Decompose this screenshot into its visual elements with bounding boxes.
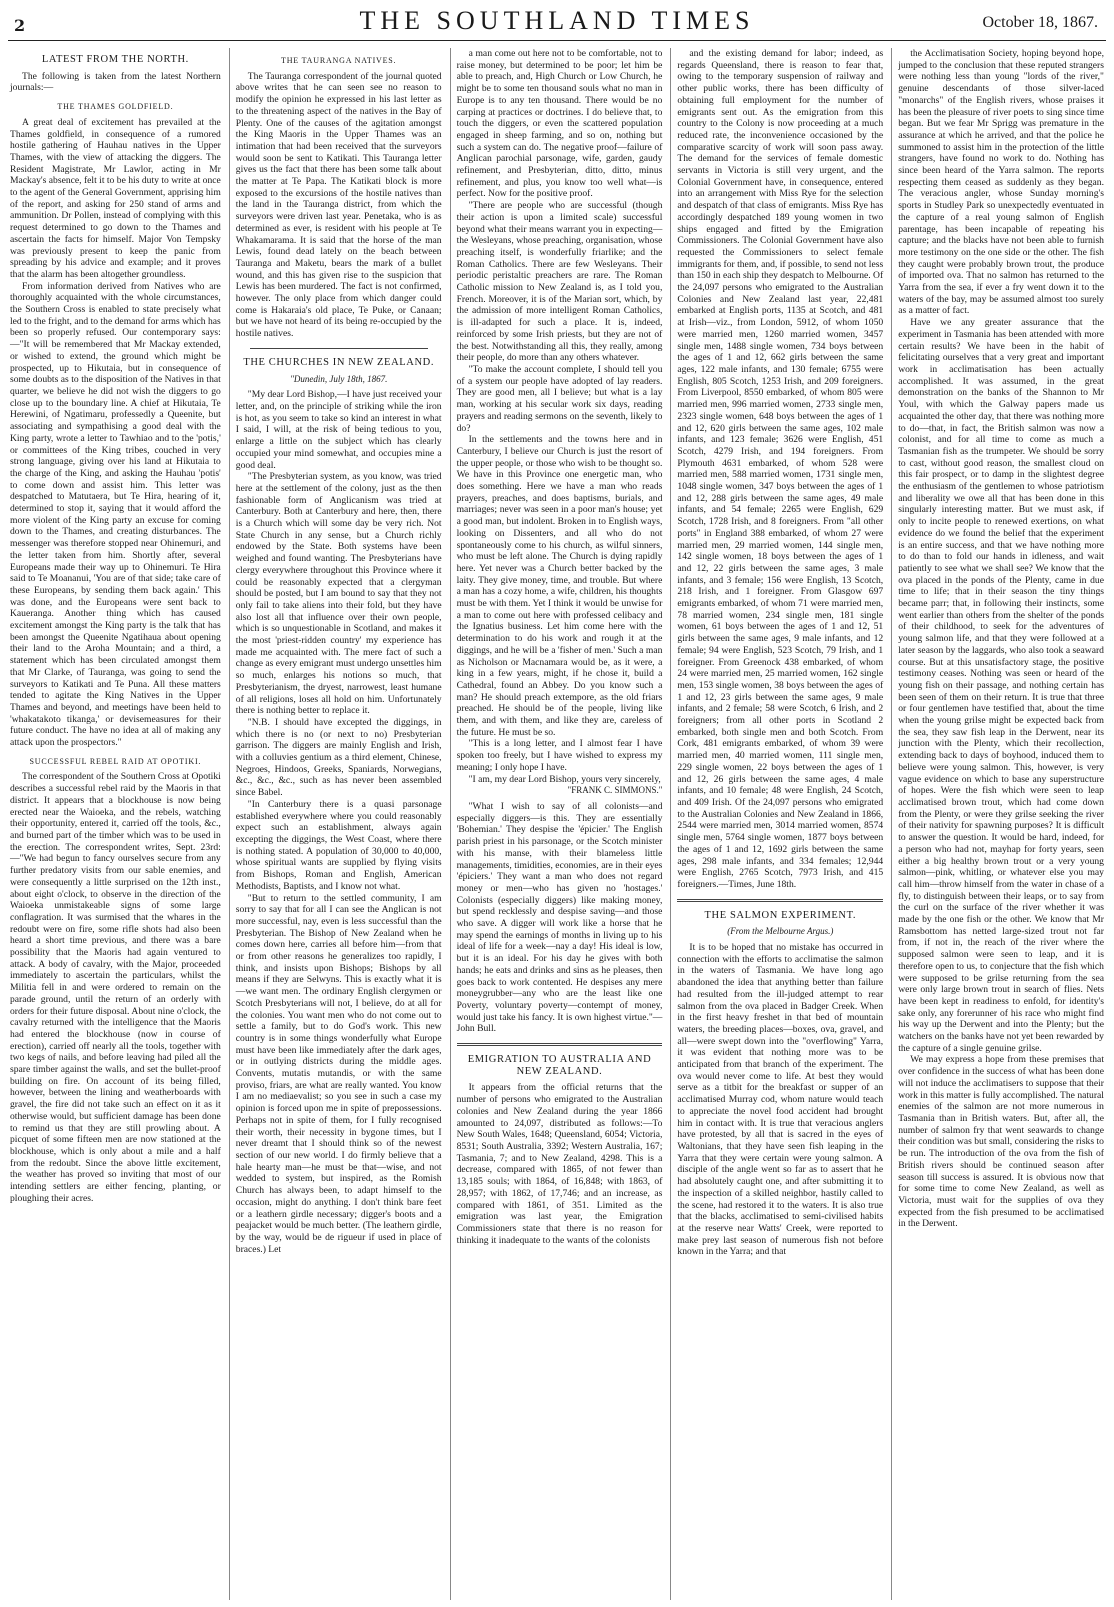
paragraph: "I am, my dear Lord Bishop, yours very sincerely, bbox=[468, 773, 661, 785]
paragraph: From information derived from Natives who are thoroughly acquainted with the whole circumstances, the Southern Cross is enabled to state precisely what led to the fright, and to the demand for arms which has been so properly refused. Our contemporary says:—"It will be remembered that Mr Mackay extended, or wished to extend, the ground which might be prospected, up to Hikutaia, but in consequence of some doubts as to the disposition of the Natives in that quarter, we believe he did not wish the diggers to go close up to the boundary line. A chief at Hikutaia, Te Herewini, of Ngatimaru, professedly a Queenite, but associating and sympathising a good deal with the King party, wrote a letter to Tawhiao and to the 'potis,' or committees of the King tribes, couched in very strong language, giving over his land at Hikutaia to the charge of the King, and asking the Hauhau 'potis' to come down and assist him. This letter was despatched to Matutaera, but Te Hira, hearing of it, determined to stop it, saying that it would afford the more violent of the King party an excuse for coming down to the Thames, and creating disturbances. The messenger was therefore stopped near Ohinemuri, and the letter taken from him. Shortly after, several Europeans made their way up to Ohinemuri. Te Hira said to Te Moananui, 'You are of that side; take care of these Europeans, by sending them back again.' This was done, and the Europeans were sent back to Kaueranga. Another thing which has caused excitement amongst the King party is the talk that has been amongst the Queenite Ngatihaua about opening their land to the Aroha Mountain; and a third, a statement which has been circulated amongst them that Mr Clarke, of Tauranga, was going to send the surveyors to Katikati and Te Puna. All these matters tended to agitate the King Natives in the Upper Thames and beyond, and meetings have been held to 'whakatakoto tikanga,' or devisemeasures for their future conduct. The have no idea at all of making any attack upon the prospectors." bbox=[10, 280, 221, 749]
subheading-thames-goldfield: THE THAMES GOLDFIELD. bbox=[57, 102, 174, 112]
paragraph: "In Canterbury there is a quasi parsonage established everywhere where you could reasonably expect such an establishment, always again excepting the diggings, the West Coast, where there is nothing stated. A population of 30,000 to 40,000, whose spiritual wants are supplied by flying visits from Bishops, Roman and English, American Methodists, Baptists, and I know not what. bbox=[235, 798, 442, 892]
section-divider bbox=[677, 899, 883, 902]
paragraph: "To make the account complete, I should tell you of a system our people have adopted of lay readers. They are good men, all I believe; but what is a lay man, working at his secular work six days, reading prayers and reading sermons on the seventh, likely to do? bbox=[456, 363, 663, 434]
signature: "FRANK C. SIMMONS." bbox=[567, 785, 663, 796]
article-heading-north: LATEST FROM THE NORTH. bbox=[41, 54, 189, 65]
paragraph: It appears from the official returns that the number of persons who emigrated to the Australian colonies and New Zealand during the year 1866 amounted to 24,097, distributed as follows:—To New South Wales, 1648; Queensland, 6054; Victoria, 8531; South Australia, 3392; Western Australia, 167; Tasmania, 7; and to New Zealand, 4298. This is a decrease, compared with 1865, of not fewer than 13,185 souls; with 1864, of 16,848; with 1863, of 28,957; with 1862, of 17,746; and an increase, as compared with 1861, of 351. Limited as the emigration was last year, the Emigration Commissioners state that there is no reason for thinking it inadequate to the wants of the colonists bbox=[456, 1082, 663, 1246]
column-5 bbox=[891, 48, 1106, 1600]
paragraph: and the existing demand for labor; indeed, as regards Queensland, there is reason to fear that, owing to the temporary suspension of railway and other public works, there has been difficulty of obtaining full employment for the number of emigrants sent out. As the emigration from this country to the Colony is now proceeding at a much reduced rate, the inconvenience occasioned by the comparative scarcity of work will soon pass away. The demand for the services of female domestic servants in Victoria is still very urgent, and the Colonial Government have, in consequence, entered into an arrangement with Miss Rye for the selection and despatch of that class of emigrants. Miss Rye has accordingly despatched 189 young women in two ships engaged and fitted by the Emigration Commissioners. The Colonial Government have also requested the Commissioners to select female immigrants for them, and, if possible, to send not less than 150 in each ship they despatch to Melbourne. Of the 24,097 persons who emigrated to the Australian Colonies and New Zealand last year, 22,481 embarked at English ports, 1135 at Scotch, and 481 at Irish—viz., from London, 5912, of whom 1050 were married men, 1260 married women, 3457 single men, 1488 single women, 734 boys between the ages of 1 and 12, 662 girls between the same ages, 122 male infants, and 130 female; 6755 were English, 805 Scotch, 1253 Irish, and 209 foreigners. From Liverpool, 8550 embarked, of whom 805 were married men, 996 married women, 2733 single men, 2323 single women, 648 boys between the ages of 1 and 12, 620 girls between the same ages, 102 male infants, and 123 female; 3626 were English, 451 Scotch, 4279 Irish, and 194 foreigners. From Plymouth 4631 embarked, of whom 528 were married men, 588 married women, 1731 single men, 1048 single women, 347 boys between the ages of 1 and 12, 288 girls between the same ages, 49 male infants, and 54 female; 2265 were English, 629 Scotch, 1728 Irish, and 8 foreigners. From "all other ports" in England 388 embarked, of whom 27 were married men, 29 married women, 144 single men, 142 single women, 18 boys between the ages of 1 and 12, 22 girls between the same ages, 3 male infants, and 3 female; 156 were English, 13 Scotch, 218 Irish, and 1 foreigner. From Glasgow 697 emigrants embarked, of whom 71 were married men, 78 married women, 234 single men, 181 single women, 61 boys between the ages of 1 and 12, 51 girls between the same ages, 9 male infants, and 12 female; 94 were English, 523 Scotch, 79 Irish, and 1 foreigner. From Greenock 438 embarked, of whom 24 were married men, 25 married women, 162 single men, 153 single women, 38 boys between the ages of 1 and 12, 23 girls between the same ages, 9 male infants, and 2 female; 58 were Scotch, 6 Irish, and 2 foreigners; from all other ports in Scotland 2 embarked, both single men and both Scotch. From Cork, 481 emigrants embarked, of whom 39 were married men, 40 married women, 111 single men, 229 single women, 22 boys between the ages of 1 and 12, 26 girls between the same ages, 4 male infants, and 10 female; 48 were English, 24 Scotch, and 409 Irish. Of the 24,097 persons who emigrated to the Australian Colonies and New Zealand in 1866, 2544 were married men, 3014 married women, 8574 single men, 5764 single women, 1877 boys between the ages of 1 and 12, 1692 girls between the same ages, 298 male infants, and 334 females; 12,944 were English, 2765 Scotch, 7973 Irish, and 415 foreigners.—Times, June 18th. bbox=[677, 48, 884, 890]
newspaper-title: THE SOUTHLAND TIMES bbox=[359, 6, 755, 35]
paragraph: A great deal of excitement has prevailed at the Thames goldfield, in consequence of a rumored hostile gathering of Hauhau natives in the Upper Thames, with the view of attacking the diggers. The Resident Magistrate, Mr Lawlor, acting in Mr Mackay's absence, felt it to be his duty to write at once to the agent of the General Government, apprising him of the report, and asking for 250 stand of arms and ammunition. Dr Pollen, instead of complying with this request determined to go down to the Thames and ascertain the facts for himself. Major Von Tempsky was previously present to keep the panic from spreading by his advice and example; and it proves that the alarm has been altogether groundless. bbox=[10, 116, 221, 280]
article-heading-churches: THE CHURCHES IN NEW ZEALAND. bbox=[243, 356, 435, 368]
paragraph: The correspondent of the Southern Cross at Opotiki describes a successful rebel raid by the Maoris in that district. It appears that a blockhouse is now being erected near the Waioeka, and the rebels, watching their opportunity, entered it, carried off the tools, &c., and burned part of the timber which was to be used in the erection. The correspondent writes, Sept. 23rd:—"We had begun to fancy ourselves secure from any further predatory visits from our sable enemies, and were consequently a little surprised on the 12th inst., about eight o'clock, to observe in the direction of the Waioeka unmistakeable signs of some large conflagration. It was surmised that the whares in the redoubt were on fire, some rifle shots had also been heard a short time previous, and there was a bare possibility that the Maoris had again ventured to attack. A body of cavalry, with the Major, proceeded immediately to ascertain the particulars, whilst the Militia fell in and were ordered to remain on the parade ground, until the return of an orderly with orders for their future disposal. About nine o'clock, the cavalry returned with the intelligence that the Maoris had entered the blockhouse (now in course of erection), carried off nearly all the tools, together with two kegs of nails, and before leaving had piled all the spare timber against the walls, and set the bullet-proof building on fire. On account of its being filled, however, between the lining and weatherboards with gravel, the fire did not take such an effect on it as it otherwise would, but sufficient damage has been done to remind us that they are still prowling about. A picquet of some fifteen men are now stationed at the blockhouse, which is only about a mile and a half from the redoubt. Since the above little excitement, the weather has proved so inviting that most of our intending settlers are either fencing, planting, or ploughing their acres. bbox=[10, 771, 221, 1204]
section-divider bbox=[457, 1043, 663, 1046]
article-heading-emigration: EMIGRATION TO AUSTRALIA AND NEW ZEALAND. bbox=[467, 1054, 652, 1077]
column-4 bbox=[670, 48, 885, 1600]
masthead bbox=[0, 0, 1114, 42]
section-divider bbox=[250, 348, 428, 349]
masthead-rule bbox=[8, 40, 1106, 41]
paragraph: "What I wish to say of all colonists—and especially diggers—is this. They are essentially 'Bohemian.' They despise the 'épicier.' The English parish priest in his parsonage, or the Scotch minister with his manse, with their blameless little managements, timidities, economies, are in their eyes 'épiciers.' They want a man who does not regard money or men—who has given no 'hostages.' Colonists (especially diggers) like making money, but spend recklessly and despise saving—and those who save. A digger will work like a horse that he may spend the earnings of months in living up to his ideal of life for a week—nay a day! His ideal is low, but it is an ideal. For his day he gives with both hands; he eats and drinks and sins as he pleases, then goes back to work contented. He despises any mere moneygrubber—any who are the least like one Poverty, voluntary poverty—contempt of money, would just take his fancy. It is own highest virtue."—John Bull. bbox=[456, 801, 663, 1035]
article-intro: The following is taken from the latest Northern journals:— bbox=[10, 70, 221, 94]
dateline: "Dunedin, July 18th, 1867. bbox=[290, 373, 388, 384]
paragraph: We may express a hope from these premises that over confidence in the success of what has been done will not induce the acclimatisers to suppose that their work in this matter is fully accomplished. The natural enemies of the salmon are not more numerous in Tasmania than in British waters. But, after all, the number of salmon fry that went seawards to change their condition was but small, considering the risks to be run. The introduction of the ova from the fish of British rivers should be continued season after season till success is assured. It is obvious now that for some time to come New Zealand, as well as Victoria, must wait for the supplies of ova they expected from the fish presumed to be acclimatised in the Derwent. bbox=[898, 1054, 1104, 1230]
article-source: (From the Melbourne Argus.) bbox=[727, 926, 834, 937]
paragraph: The Tauranga correspondent of the journal quoted above writes that he can seen see no reason to modify the opinion he expressed in his last letter as to the threatening aspect of the natives in the Bay of Plenty. One of the causes of the agitation amongst the King Maoris in the Upper Thames was an intimation that had been received that the surveyors would soon be sent to Katikati. This Tauranga letter gives us the fact that there has been some talk about the matter at Te Papa. The Katikati block is more exposed to the excursions of the hostile natives than the land in the Tauranga district, from which the surveyors were driven last year. Penetaka, who is as determined as ever, is resident with his people at Te Whakamarama. It is said that the horse of the man Lewis, found dead lately on the beach between Tauranga and Maketu, bears the mark of a bullet wound, and this has given rise to the suspicion that Lewis has been murdered. The fact is not confirmed, however. The only place from which danger could come is Hakaraia's old place, Te Puke, or Canaan; but we have not heard of its being re-occupied by the hostile natives. bbox=[235, 70, 442, 340]
paragraph: a man come out here not to be comfortable, not to raise money, but determined to be poor; let him be able to preach, and, High Church or Low Church, he might be to some ten thousand souls what no man in Europe is to any ten thousand. There would be no carping at practices or doctrines. I do believe that, to touch the diggers, or even the scattered population engaged in sheep farming, and so on, nothing but such a system can do. The negative proof—failure of Anglican parochial parsonage, wife, garden, gaudy refinement, and Presbyterian, ditto, ditto, minus refinement, and plus, you know too well what—is perfect. Now for the positive proof. bbox=[456, 48, 663, 200]
page-number: 2 bbox=[14, 16, 26, 35]
paragraph: It is to be hoped that no mistake has occurred in connection with the efforts to acclimatise the salmon in the waters of Tasmania. We have long ago abandoned the idea that anything better than failure had resulted from the ill-judged attempt to rear salmon from the ova placed in Badger Creek. When in the first heavy freshet in that bed of mountain waters, the breeding places—boxes, ova, gravel, and all—were swept down into the "overflowing" Yarra, it was evident that nothing more was to be anticipated from that branch of the experiment. The ova would never come to life. At best they would serve as a titbit for the breakfast or supper of an acclimatised Murray cod, whom nature would teach to appreciate the novel food accident had brought him in contact with. It is true that veracious anglers have protested, by all that is sacred in the eyes of Waltonians, that they have seen fish leaping in the Yarra that they were certain were young salmon. A disciple of the angle went so far as to assert that he had absolutely caught one, and after submitting it to the inspection of a skilled neighbor, hastily called to the scene, had restored it to the waters. It is also true that the blacks, acclimatised to semi-civilised habits at the reserve near Watts' Creek, were reported to make prey last season of numerous fish not before known in the Yarra; and that bbox=[677, 942, 884, 1258]
issue-date: October 18, 1867. bbox=[982, 14, 1098, 31]
paragraph: "My dear Lord Bishop,—I have just received your letter, and, on the principle of striking while the iron is hot, as you seem to take so kind an interest in what I said, I will, at the risk of being tedious to you, enlarge a little on the subject which has clearly occupied your mind somewhat, and occupies mine a good deal. bbox=[235, 389, 442, 471]
subheading-opotiki-raid: SUCCESSFUL REBEL RAID AT OPOTIKI. bbox=[29, 756, 202, 766]
paragraph: "This is a long letter, and I almost fear I have spoken too freely, but I have wished to express my meaning; I only hope I have. bbox=[456, 738, 663, 773]
paragraph: In the settlements and the towns here and in Canterbury, I believe our Church is just the resort of the upper people, or those who wish to be thought so. We have in this Province one energetic man, who does something. Here we have a man who reads prayers, preaches, and does baptisms, burials, and marriages; never was seen in a poor man's house; yet a good man, but indolent. Broken in to English ways, looking on Dissenters, and all who do not spontaneously come to his church, as wilful sinners, who must be left alone. The Church is dying rapidly here. Yet never was a Church better backed by the laity. They give money, time, and trouble. But where a man has a cozy home, a wife, children, his thoughts must be with them. Yet I think it would be unwise for a man to come out here with professed celibacy and the Ignatius business. Let him come here with the determination to do his work and rough it at the diggings, and he will be a 'fisher of men.' Such a man as Nicholson or Macnamara would be, as it were, a king in a few years, might, if he chose it, build a Cathedral, found an Abbey. Do you know such a man? He should preach extempore, as the old friars preached. He should be of the people, living like them, and with them, and like they are, careless of the future. He must be so. bbox=[456, 434, 663, 738]
column-3 bbox=[450, 48, 665, 1600]
article-heading-salmon: THE SALMON EXPERIMENT. bbox=[704, 909, 857, 921]
paragraph: "There are people who are successful (though their action is upon a limited scale) successful beyond what their means warrant you in expecting—the Wesleyans, whose preaching, organisation, whose preaching itself, is wonderfully friarlike; and the Roman Catholics. There are few Wesleyans. Their periodic peristaltic preachers are rare. The Roman Catholic mission to New Zealand is, as I told you, French. Moreover, it is of the Marian sort, which, by the admission of more intelligent Roman Catholics, is ill-adapted for such a place. It is, indeed, reinforced by some Irish priests, but they are not of the best. Notwithstanding all this, they really, among their people, do more than any others whatever. bbox=[456, 200, 663, 364]
paragraph: Have we any greater assurance that the experiment in Tasmania has been attended with more certain results? We have been in the habit of felicitating ourselves that a very great and important work in acclimatisation has been actually accomplished. It was assumed, in the great demonstration on the banks of the Shannon to Mr Youl, with which the Galway papers made us acquainted the other day, that there was nothing more to do—that, in fact, the British salmon was now a colonist, and for all time to come as much a Tasmanian fish as the trumpeter. We should be sorry to cast, without good reason, the smallest cloud on this fair prospect, or to damp in the slightest degree the enthusiasm of the gentlemen to whose patriotism and liberality we owe all that has been done in this singularly interesting matter. But we must ask, if only to incite people to renewed exertions, on what evidence do we found the belief that the experiment is an entire success, and that we have nothing more to do than to fold our hands in idleness, and wait patiently to see what we shall see? We know that the ova placed in the ponds of the Plenty, came in due time to life; that in their season the tiny things became parr; that, in following their instincts, some went earlier than others from the shelter of the ponds of their childhood, to seek for the adventures of young salmon life, and that they were followed at a later season by the laggards, who also took a seaward course. But at this unsatisfactory stage, the positive testimony ceases. Nothing was seen or heard of the young fish on their passage, and nothing certain has been seen of them on their return. It is true that three or four gentlemen have testified that, about the time when the young grilse might be expected back from the sea, they saw fish leap in the Derwent, near its junction with the Plenty, which their recollection, extending back to days of boyhood, induced them to believe were young salmon. This, however, is very vague evidence on which to base any superstructure of hopes. Were the fish which were seen to leap acclimatised brown trout, which had come down from the Plenty, or were they grilse seeking the river of their nativity for spawning purposes? It is difficult to answer the question. It would be hard, indeed, for a person who had not, mayhap for forty years, seen either a big healthy brown trout or a very young salmon—pink, whitling, or whatever else you may call him—throw himself from the water in chase of a fly, to distinguish between their leaps, or to say from the curl on the surface of the river whether it was made by the one fish or the other. We know that Mr Ramsbottom has netted large-sized trout not far from, if not in, the reach of the river where the supposed salmon were seen to leap, and it is therefore open to us, to conjecture that the fish which were supposed to be grilse returning from the sea were only large brown trout in search of flies. Nets have been kept in readiness to enfold, for identity's sake only, any forerunner of his race who might find his way up the Derwent and into the Plenty; but the watchers on the banks have not yet been rewarded by the capture of a single genuine grilse. bbox=[898, 317, 1104, 1054]
column-1 bbox=[8, 48, 223, 1600]
paragraph: the Acclimatisation Society, hoping beyond hope, jumped to the conclusion that these reputed strangers were nothing less than young "lords of the river," genuine descendants of those silver-laced "monarchs" of the English rivers, whose praises it has been the pleasure of river poets to sing since time began. But we fear Mr Sprigg was premature in the assurance at which he arrived, and that the police he summoned to assist him in the protection of the little strangers, have found no work to do. Nothing has since been heard of the Yarra salmon. The reports respecting them ceased as suddenly as they began. The veracious angler, whose Sunday morning's sports in Studley Park so unexpectedly eventuated in the capture of a real young salmon of English parentage, has been incapable of repeating his capture; and the blacks have not been able to furnish more testimony on the one side or the other. The fish they caught were probably brown trout, the produce of imported ova. That no salmon has returned to the Yarra from the sea, if ever a fry went down it to the waters of the bay, may be assumed almost too surely as a matter of fact. bbox=[898, 48, 1104, 317]
paragraph: "N.B. I should have excepted the diggings, in which there is no (or next to no) Presbyterian garrison. The diggers are mainly English and Irish, with a colluvies gentium as a third element, Chinese, Negroes, Hindoos, Greeks, Spaniards, Norwegians, &c., &c., &c., such as has never been assembled since Babel. bbox=[235, 716, 442, 799]
page-columns bbox=[8, 48, 1106, 1600]
paragraph: "The Presbyterian system, as you know, was tried here at the settlement of the colony, just as the then fashionable form of Anglicanism was tried at Canterbury. Both at Canterbury and here, then, there is a Church which will some day be very rich. Not State Church in any sense, but a Church richly endowed by the State. Both systems have been weighed and found wanting. The Presbyterians have clergy everywhere throughout this Province where it could be reasonably expected that a clergyman should be posted, but I am bound to say that they not only fail to take aliens into their fold, but they have also lost all that influence over their own people, which is so unquestionable in Scotland, and makes it the most 'priest-ridden country' my experience has made me acquainted with. The mere fact of such a change as every emigrant must undergo unsettles him so much, enlarges his notions so much, that Presbyterianism, the dryest, narrowest, least humane of all religions, loses all hold on him. Unfortunately there is nothing better to replace it. bbox=[235, 471, 442, 717]
column-2 bbox=[229, 48, 444, 1600]
paragraph: "But to return to the settled community, I am sorry to say that for all I can see the Anglican is not more successful, nay, even is less successful than the Presbyterian. The Bishop of New Zealand when he comes down here, carries all before him—from that or from other reasons he generalizes too rapidly, I think, and insists upon Bishops; Bishops by all means if they are Selwyns. This is exactly what it is—we want men. The ordinary English clergymen or Scotch Presbyterians will not, I believe, do at all for the colonies. You want men who do not come out to settle a family, but to do God's work. This new country is in some things wonderfully what Europe must have been like immediately after the dark ages, or in outlying districts during the middle ages. Convents, mutatis mutandis, or with the same proviso, friars, are what are really wanted. You know I am no mediaevalist; so you see in such a case my opinion is forced upon me in spite of prepossessions. Perhaps not in spite of them, for I fully recognised their worth, their necessity in bygone times, but I never dreamt that I should think so of the newest section of our new world. I do firmly believe that a hale hearty man—he must be that—wise, and not wedded to system, but inspired, as the Romish Church has always been, to adapt himself to the occasion, might do anything. I don't think bare feet or a leathern girdle necessary; digger's boots and a peajacket would be much better. (The leathern girdle, by the way, would be de rigueur if used in place of braces.) Let bbox=[235, 892, 442, 1255]
subheading-tauranga-natives: THE TAURANGA NATIVES. bbox=[281, 56, 397, 65]
